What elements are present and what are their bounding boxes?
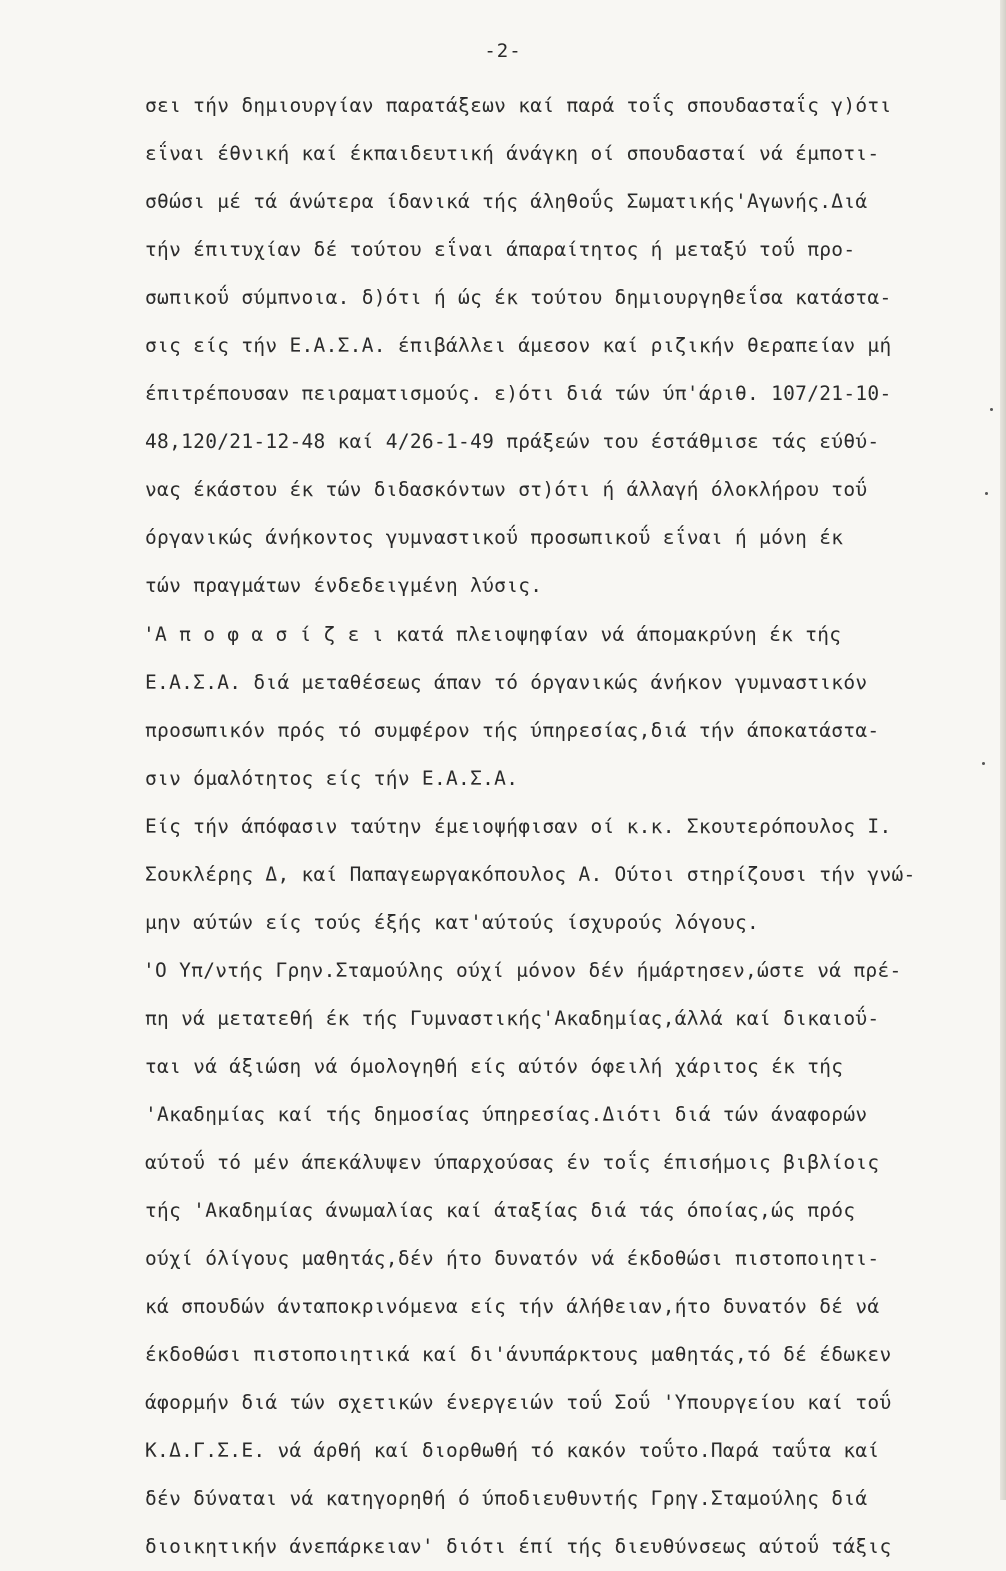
text-line: αύτοΰ τό μέν άπεκάλυψεν ύπαρχούσας έν τοΐς έπισήμοις βιβλίοις <box>145 1151 880 1175</box>
page-number: -2- <box>484 40 522 62</box>
text-line: δέν δύναται νά κατηγορηθή ό ύποδιευθυντής Γρηγ.Σταμούλης διά <box>145 1487 868 1511</box>
document-text-body <box>145 82 975 1571</box>
text-line: έπιτρέπουσαν πειραματισμούς. ε)ότι διά τών ύπ'άριθ. 107/21-10- <box>145 382 892 406</box>
text-line: προσωπικόν πρός τό συμφέρον τής ύπηρεσίας,διά τήν άποκατάστα- <box>145 718 880 742</box>
text-line: σει τήν δημιουργίαν παρατάξεων καί παρά τοΐς σπουδασταΐς γ)ότι <box>145 94 892 117</box>
text-line: Σουκλέρης Δ, καί Παπαγεωργακόπουλος Α. Ούτοι στηρίζουσι τήν γνώ- <box>145 862 916 886</box>
text-line: κά σπουδών άνταποκρινόμενα είς τήν άλήθειαν,ήτο δυνατόν δέ νά <box>145 1295 880 1319</box>
text-line: 'Α π ο φ α σ ί ζ ε ι κατά πλειοψηφίαν νά άπομακρύνη έκ τής <box>143 622 842 646</box>
text-line: έκδοθώσι πιστοποιητικά καί δι'άνυπάρκτους μαθητάς,τό δέ έδωκεν <box>145 1343 892 1367</box>
page-edge-shadow <box>1000 0 1006 1500</box>
text-line: πη νά μετατεθή έκ τής Γυμναστικής'Ακαδημίας,άλλά καί δικαιοΰ- <box>145 1006 880 1030</box>
text-line: σις είς τήν Ε.Α.Σ.Α. έπιβάλλει άμεσον καί ριζικήν θεραπείαν μή <box>145 334 892 358</box>
text-line: 'Ακαδημίας καί τής δημοσίας ύπηρεσίας.Διότι διά τών άναφορών <box>145 1102 868 1126</box>
text-line: Ε.Α.Σ.Α. διά μεταθέσεως άπαν τό όργανικώς άνήκον γυμναστικόν <box>145 670 868 694</box>
margin-dot <box>982 762 985 765</box>
margin-dot <box>985 492 988 495</box>
text-line: μην αύτών είς τούς έξής κατ'αύτούς ίσχυρούς λόγους. <box>145 910 760 934</box>
text-line: σωπικοΰ σύμπνοια. δ)ότι ή ώς έκ τούτου δημιουργηθεΐσα κατάστα- <box>145 286 892 310</box>
text-line: διοικητικήν άνεπάρκειαν' διότι έπί τής διευθύνσεως αύτοΰ τάξις <box>145 1535 892 1559</box>
text-line: σθώσι μέ τά άνώτερα ίδανικά τής άληθοΰς Σωματικής'Αγωνής.Διά <box>145 190 868 214</box>
text-line: τήν έπιτυχίαν δέ τούτου εΐναι άπαραίτητος ή μεταξύ τοΰ προ- <box>145 238 856 262</box>
text-line: σιν όμαλότητος είς τήν Ε.Α.Σ.Α. <box>145 766 519 790</box>
text-line: ούχί όλίγους μαθητάς,δέν ήτο δυνατόν νά έκδοθώσι πιστοποιητι- <box>145 1247 880 1271</box>
text-line: Είς τήν άπόφασιν ταύτην έμειοψήφισαν οί κ.κ. Σκουτερόπουλος Ι. <box>145 814 892 838</box>
text-line: ται νά άξιώση νά όμολογηθή είς αύτόν όφειλή χάριτος έκ τής <box>145 1054 844 1078</box>
margin-dot <box>990 408 993 411</box>
text-line: 48,120/21-12-48 καί 4/26-1-49 πράξεών του έστάθμισε τάς εύθύ- <box>145 430 880 454</box>
text-line: όργανικώς άνήκοντος γυμναστικοΰ προσωπικοΰ εΐναι ή μόνη έκ <box>145 526 844 550</box>
text-line: Κ.Δ.Γ.Σ.Ε. νά άρθή καί διορθωθή τό κακόν τοΰτο.Παρά ταΰτα καί <box>145 1439 880 1463</box>
text-line: νας έκάστου έκ τών διδασκόντων στ)ότι ή άλλαγή όλοκλήρου τοΰ <box>145 478 868 502</box>
text-line: τής 'Ακαδημίας άνωμαλίας καί άταξίας διά τάς όποίας,ώς πρός <box>145 1199 856 1223</box>
text-line: εΐναι έθνική καί έκπαιδευτική άνάγκη οί σπουδασταί νά έμποτι- <box>145 142 880 166</box>
text-line: άφορμήν διά τών σχετικών ένεργειών τοΰ Σοΰ 'Υπουργείου καί τοΰ <box>145 1391 892 1415</box>
text-line: τών πραγμάτων ένδεδειγμένη λύσις. <box>145 574 543 598</box>
text-line: 'Ο Υπ/ντής Γρην.Σταμούλης ούχί μόνον δέν ήμάρτησεν,ώστε νά πρέ- <box>143 958 902 982</box>
